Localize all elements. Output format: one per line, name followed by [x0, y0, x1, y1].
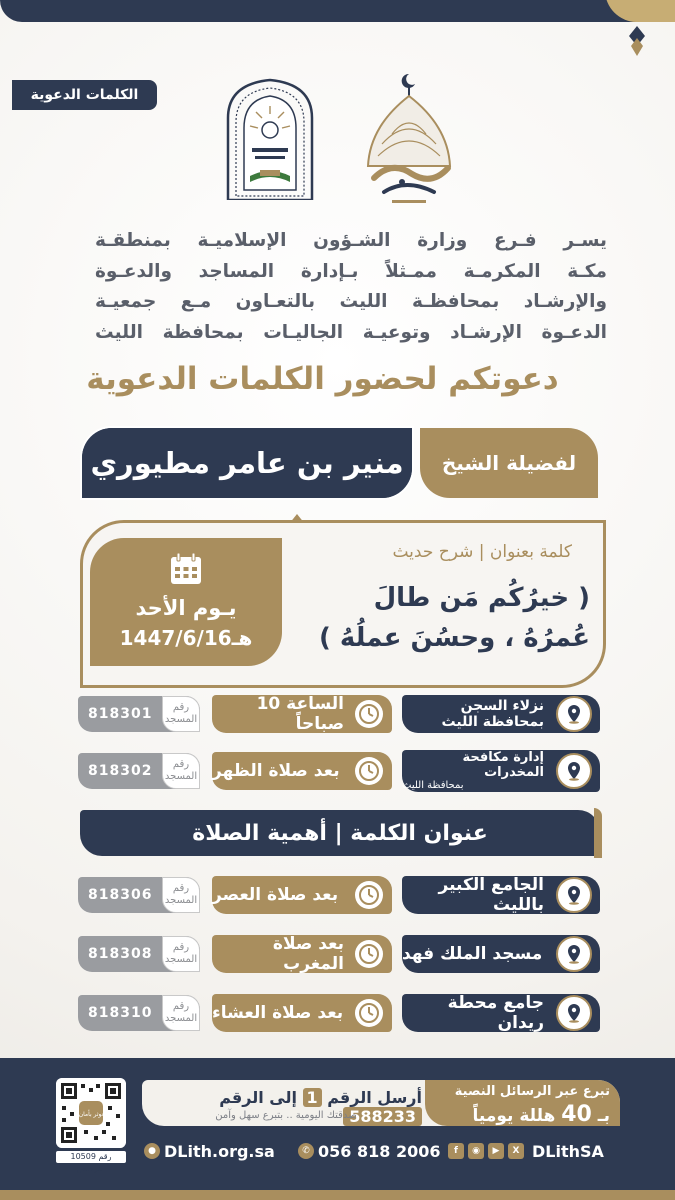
sms-text-2: إلى الرقم: [219, 1088, 297, 1107]
x-icon[interactable]: X: [508, 1143, 524, 1159]
speaker-title: لفضيلة الشيخ: [420, 428, 598, 498]
topic-bar-accent: [594, 808, 602, 858]
talk-subtitle: كلمة بعنوان | شرح حديث: [392, 542, 572, 562]
phone-number[interactable]: 056 818 2006: [318, 1142, 441, 1161]
license-number: 10509 رقم الترخيص: [56, 1151, 126, 1163]
clock-icon: [355, 881, 383, 909]
intro-line: الدعـوة الإرشـاد وتوعيـة الجاليـات بمحافظة الليث: [95, 321, 607, 343]
mosque-code-label: رقم المسجد: [162, 995, 200, 1031]
clock-icon: [355, 999, 383, 1027]
date-hijri: 1447/6/16هـ: [119, 626, 253, 650]
mosque-code-label: رقم المسجد: [162, 696, 200, 732]
time-label: بعد صلاة المغرب: [272, 934, 344, 974]
mosque-code-value: 818310: [88, 1005, 153, 1021]
location-pin-icon: [556, 936, 592, 972]
mosque-code-value: 818302: [88, 763, 153, 779]
location-pin-icon: [556, 877, 592, 913]
donation-tagline: صدقتك اليومية .. بتبرع سهل وآمن: [215, 1110, 357, 1121]
mosque-code-label: رقم المسجد: [162, 753, 200, 789]
intro-line: يسـر فـرع وزارة الشـؤون الإسلاميـة بمنطقـة: [95, 230, 607, 251]
date-day: يـوم الأحد: [135, 596, 237, 620]
clock-icon: [355, 700, 383, 728]
location-label: جامع محطة ريدان: [447, 993, 544, 1033]
time-label: بعد صلاة العصر: [212, 885, 339, 905]
diamond-ornament-icon: [629, 26, 645, 56]
mosque-code-label: رقم المسجد: [162, 877, 200, 913]
location-label: نزلاء السجن بمحافظة الليث: [441, 698, 544, 730]
sms-code: 588233: [343, 1107, 422, 1126]
dawah-association-logo: [362, 74, 456, 208]
date-box: [90, 538, 282, 666]
location-pin-icon: [556, 753, 592, 789]
ministry-logo: [222, 78, 318, 200]
location-label: الجامع الكبير بالليث: [438, 875, 544, 915]
contact-row: [142, 1140, 627, 1166]
location-label: مسجد الملك فهد: [402, 944, 543, 964]
clock-icon: [355, 940, 383, 968]
globe-icon: ●: [144, 1143, 160, 1159]
headline: دعوتكم لحضور الكلمات الدعوية: [86, 361, 559, 397]
location-label: إدارة مكافحة المخدرات: [462, 750, 544, 780]
mosque-code-label: رقم المسجد: [162, 936, 200, 972]
sms-text-1: أرسل الرقم: [327, 1088, 422, 1107]
donate-box: [425, 1080, 620, 1126]
qr-label: نوثر بأمان: [78, 1111, 104, 1118]
donate-amount: [473, 1102, 610, 1127]
topic-bar: عنوان الكلمة | أهمية الصلاة: [80, 810, 600, 856]
mosque-code-value: 818308: [88, 946, 153, 962]
youtube-icon[interactable]: ▶: [488, 1143, 504, 1159]
social-handle[interactable]: DLithSA: [532, 1142, 604, 1161]
intro-line: مكـة المكرمـة ممـثلاً بـإدارة المساجد والدعـوة: [95, 260, 607, 282]
time-label: بعد صلاة الظهر: [212, 761, 340, 781]
donate-prefix: بـ: [597, 1106, 610, 1126]
facebook-icon[interactable]: f: [448, 1143, 464, 1159]
clock-icon: [355, 757, 383, 785]
qr-code[interactable]: [56, 1078, 126, 1148]
mosque-code-value: 818306: [88, 887, 153, 903]
calendar-icon: [169, 552, 203, 586]
footer-accent: [0, 1190, 675, 1200]
donate-via: تبرع عبر الرسائل النصية: [454, 1084, 610, 1099]
intro-line: والإرشـاد بمحافظـة الليث بالتعـاون مـع جمعيـة: [95, 291, 607, 312]
mosque-code-value: 818301: [88, 706, 153, 722]
category-tag: الكلمات الدعوية: [12, 80, 157, 110]
time-label: الساعة 10 صباحاً: [256, 694, 344, 734]
instagram-icon[interactable]: ◉: [468, 1143, 484, 1159]
time-label: بعد صلاة العشاء: [212, 1003, 344, 1023]
sms-number: 1: [303, 1088, 322, 1107]
speaker-name: منير بن عامر مطيوري: [82, 428, 412, 498]
location-pin-icon: [556, 696, 592, 732]
donate-amount-value: 40: [561, 1102, 592, 1127]
whatsapp-icon: ✆: [298, 1143, 314, 1159]
intro-paragraph: [95, 226, 607, 348]
website[interactable]: DLith.org.sa: [164, 1142, 275, 1161]
donate-unit: هللة يومياً: [472, 1106, 556, 1126]
top-decorative-bar: [0, 0, 675, 22]
location-sublabel: بمحافظة الليث: [402, 780, 464, 791]
location-pin-icon: [556, 995, 592, 1031]
talk-hadith: ( خيرُكُم مَن طالَ عُمرُهُ ، وحسُنَ عملُهُ ): [318, 583, 590, 653]
